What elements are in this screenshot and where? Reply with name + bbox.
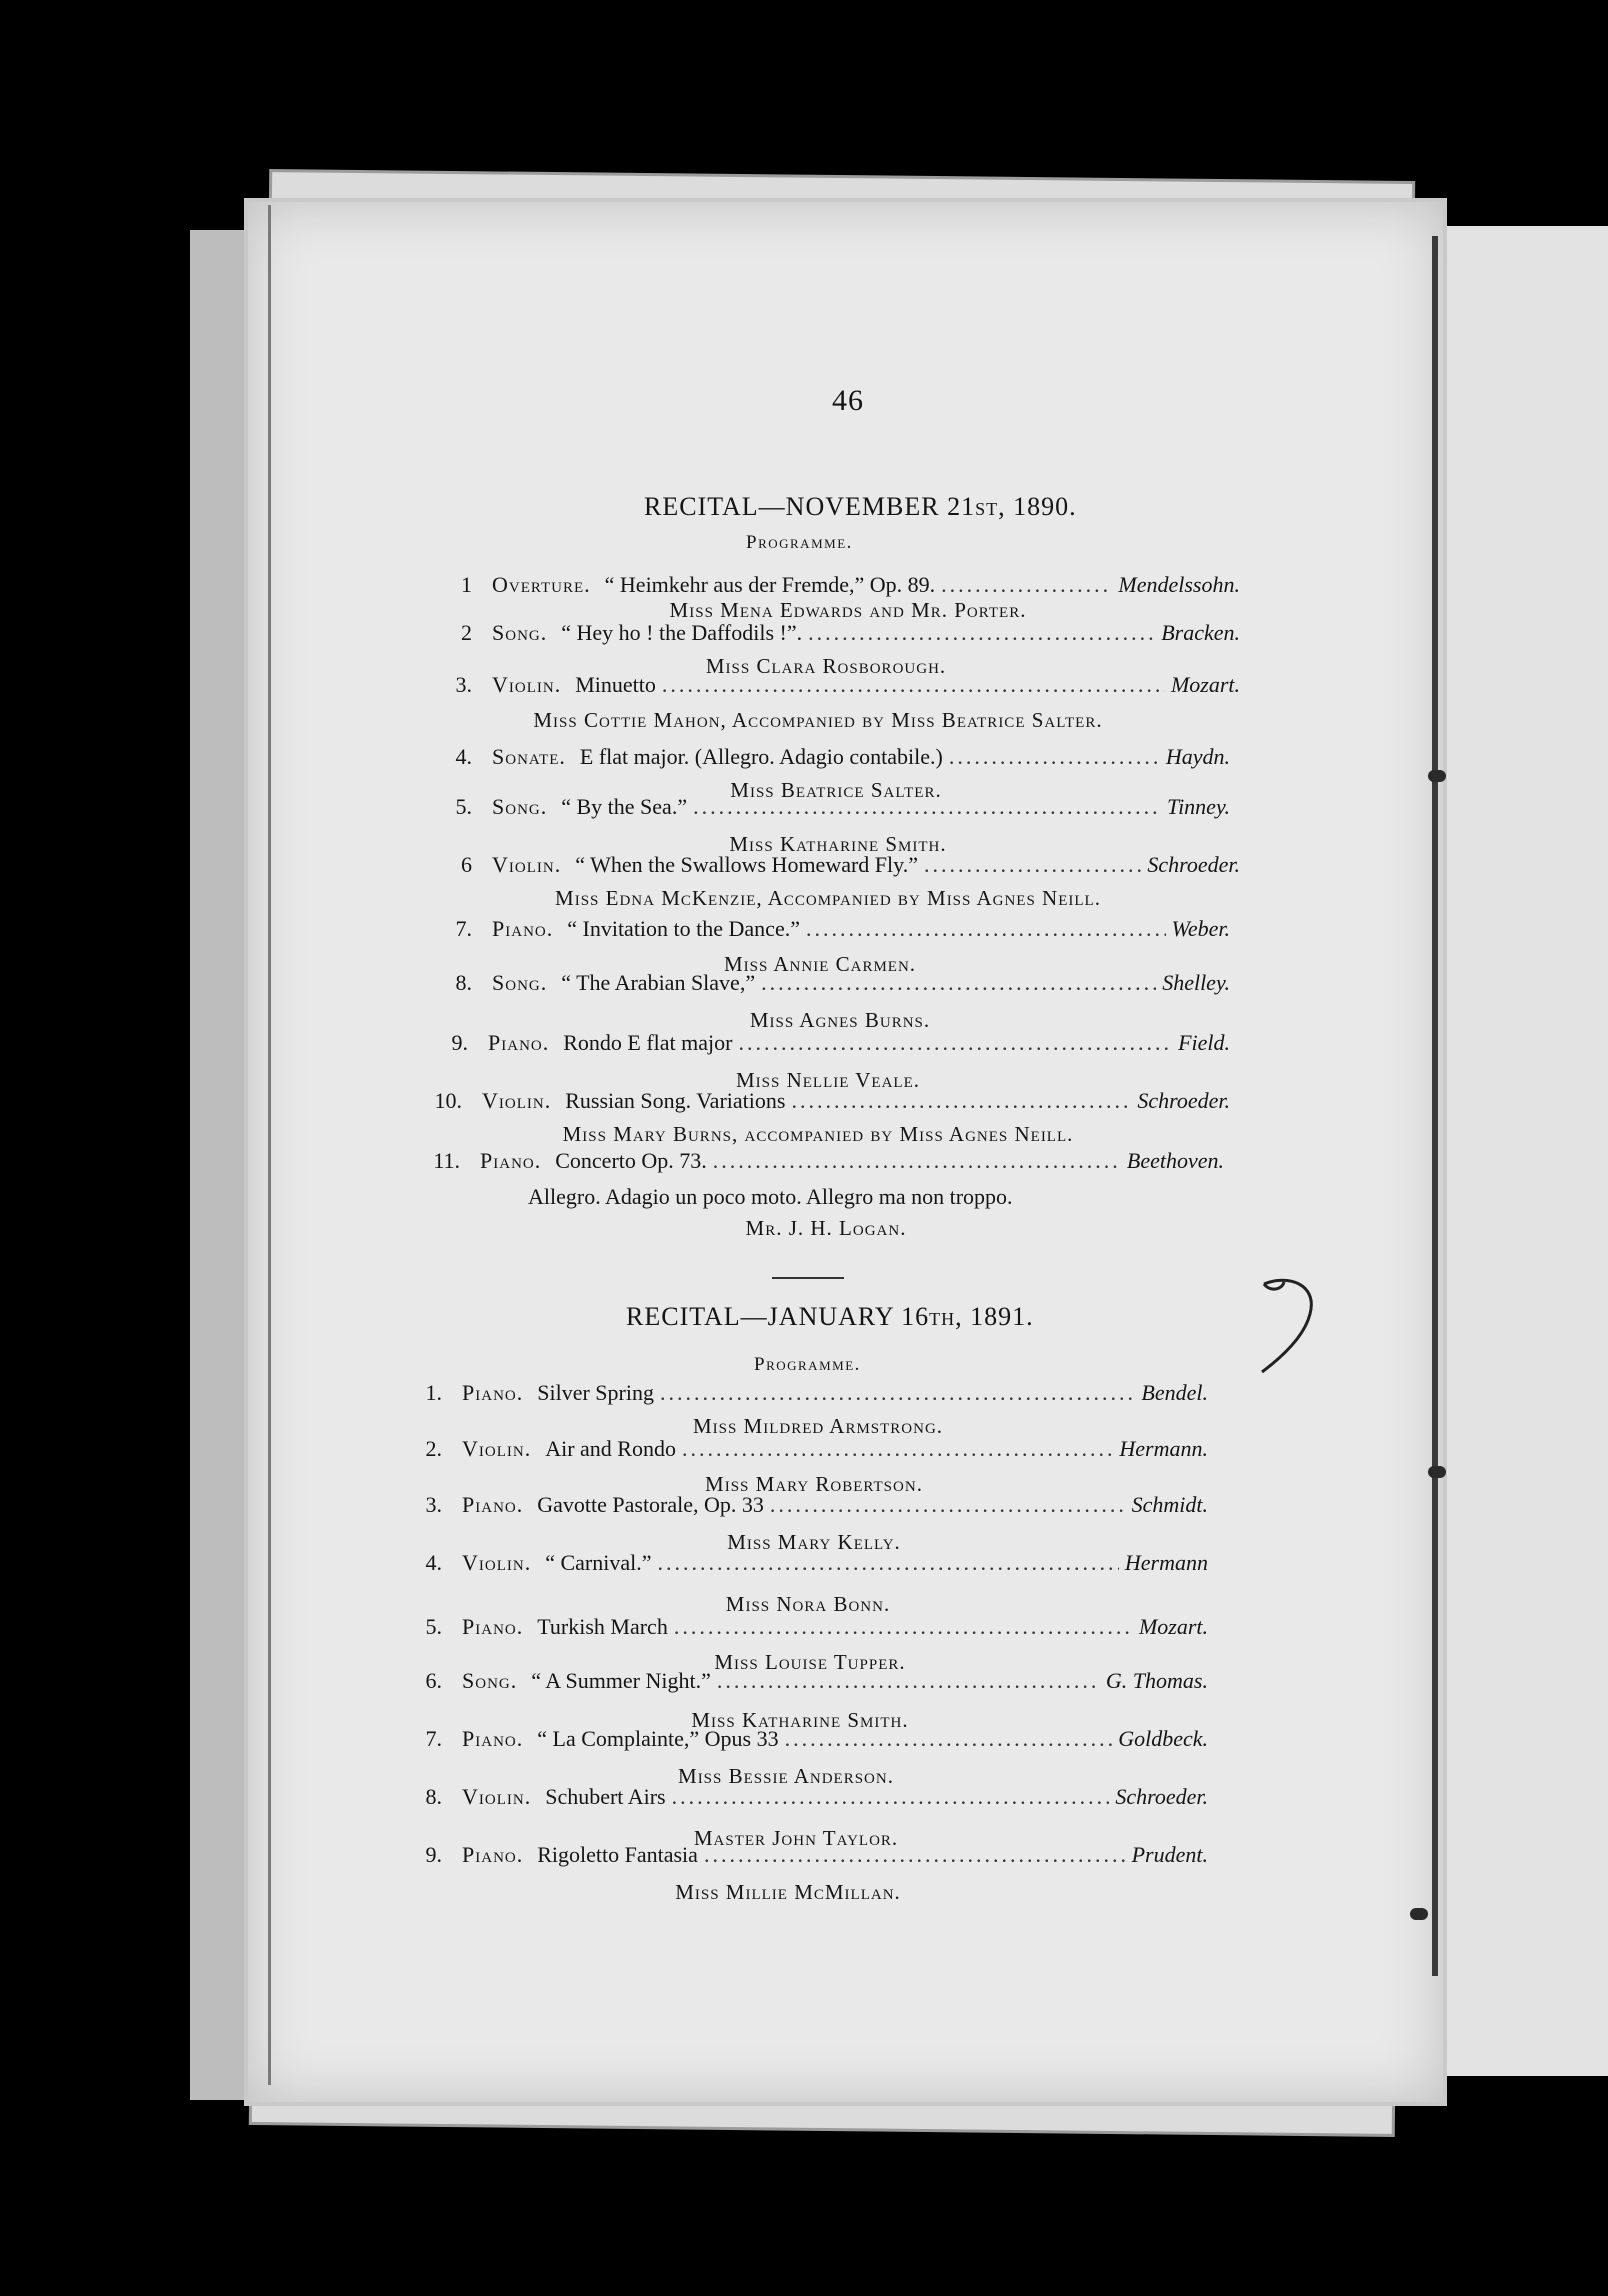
entry-performer: Miss Edna McKenzie, Accompanied by Miss Agnes Neill. [555,886,1101,910]
entry-performer: Miss Louise Tupper. [714,1650,906,1674]
entry-instrument: Violin. [462,1436,532,1461]
section-divider [772,1277,844,1279]
entry-movements: Allegro. Adagio un poco moto. Allegro ma non troppo. [528,1184,1013,1209]
entry-number: 8. [455,970,472,995]
entry-instrument: Piano. [462,1380,524,1405]
entry-number: 1. [425,1380,442,1405]
entry-work: Schubert Airs [545,1784,666,1809]
entry-performer: Miss Beatrice Salter. [730,778,942,802]
entry-number: 10. [434,1088,462,1113]
entry-number: 9. [451,1030,468,1055]
entry-performer: Miss Mary Kelly. [727,1530,901,1554]
leader-dots [713,1148,1121,1174]
entry-number: 9. [425,1842,442,1867]
entry-performer: Miss Katharine Smith. [729,832,947,856]
leader-dots [674,1614,1133,1640]
entry-composer: Goldbeck. [1118,1726,1208,1751]
entry-number: 2. [425,1436,442,1461]
programme-entry [436,1030,1230,1062]
entry-work: Rigoletto Fantasia [537,1842,698,1867]
entry-composer: Haydn. [1165,744,1230,769]
programme-entry [440,620,1240,652]
entry-performer: Miss Mildred Armstrong. [692,1414,944,1438]
entry-number: 4. [455,744,472,769]
leader-dots [808,620,1155,646]
entry-work: “ By the Sea.” [561,794,688,819]
entry-work: “ Carnival.” [545,1550,652,1575]
programme-entry [410,1726,1208,1758]
entry-work: “ The Arabian Slave,” [561,970,756,995]
entry-work: “ Invitation to the Dance.” [567,916,800,941]
entry-instrument: Piano. [462,1842,524,1867]
leader-dots [672,1784,1110,1810]
entry-number: 6 [461,852,472,877]
entry-number: 8. [425,1784,442,1809]
entry-number: 4. [425,1550,442,1575]
leader-dots [658,1550,1119,1576]
entry-composer: Tinney. [1167,794,1230,819]
leader-dots [791,1088,1131,1114]
entry-number: 3. [455,672,472,697]
entry-instrument: Violin. [462,1550,532,1575]
leader-dots [662,672,1165,698]
entry-performer: Miss Clara Rosborough. [705,654,947,678]
entry-instrument: Piano. [492,916,554,941]
entry-work: “ Heimkehr aus der Fremde,” Op. 89. [604,572,936,597]
entry-performer: Miss Mena Edwards and Mr. Porter. [669,598,1027,622]
entry-composer: Hermann. [1119,1436,1208,1461]
entry-composer: Mozart. [1170,672,1240,697]
programme-entry [410,1842,1208,1874]
entry-number: 5. [455,794,472,819]
entry-work: Air and Rondo [545,1436,676,1461]
pen-mark [1258,1274,1330,1374]
leader-dots [717,1668,1100,1694]
recital-title: RECITAL—JANUARY 16th, 1891. [626,1302,1034,1331]
entry-performer: Miss Cottie Mahon, Accompanied by Miss Beatrice Salter. [533,708,1103,732]
leader-dots [949,744,1160,770]
leader-dots [660,1380,1135,1406]
page-number: 46 [832,384,864,417]
programme-entry [440,852,1240,884]
entry-composer: Weber. [1171,916,1230,941]
entry-instrument: Violin. [492,852,562,877]
entry-instrument: Piano. [462,1614,524,1639]
programme-entry [410,1614,1208,1646]
programme-entry [440,672,1240,704]
entry-composer: Shelley. [1162,970,1230,995]
entry-instrument: Overture. [492,572,591,597]
leader-dots [693,794,1161,820]
entry-composer: Hermann [1124,1550,1208,1575]
recital-title: RECITAL—NOVEMBER 21st, 1890. [644,492,1077,521]
programme-entry [410,1436,1208,1468]
entry-number: 3. [425,1492,442,1517]
leader-dots [761,970,1156,996]
entry-number: 7. [425,1726,442,1751]
entry-work: Turkish March [537,1614,668,1639]
entry-instrument: Piano. [462,1492,524,1517]
entry-performer: Mr. J. H. Logan. [745,1216,907,1240]
entry-number: 1 [461,572,472,597]
entry-number: 7. [455,916,472,941]
entry-work: Rondo E flat major [563,1030,733,1055]
programme-entry [410,1380,1208,1412]
entry-composer: Beethoven. [1126,1148,1224,1173]
entry-work: Silver Spring [537,1380,654,1405]
leader-dots [924,852,1141,878]
entry-performer: Miss Mary Robertson. [705,1472,923,1496]
entry-number: 11. [433,1148,460,1173]
leader-dots [738,1030,1172,1056]
entry-composer: Schmidt. [1131,1492,1208,1517]
entry-performer: Miss Katharine Smith. [691,1708,909,1732]
entry-composer: Schroeder. [1147,852,1240,877]
programme-label: Programme. [746,532,853,553]
entry-work: E flat major. (Allegro. Adagio contabile.) [579,744,943,769]
programme-entry [410,1784,1208,1816]
entry-work: “ A Summer Night.” [531,1668,711,1693]
entry-instrument: Piano. [488,1030,550,1055]
entry-work: Gavotte Pastorale, Op. 33 [537,1492,764,1517]
leader-dots [682,1436,1113,1462]
programme-entry [430,1088,1230,1120]
entry-performer: Miss Nora Bonn. [725,1592,891,1616]
programme-entry [440,794,1230,826]
entry-composer: Bracken. [1161,620,1240,645]
entry-number: 2 [461,620,472,645]
entry-number: 5. [425,1614,442,1639]
entry-instrument: Piano. [480,1148,542,1173]
leader-dots [806,916,1166,942]
entry-performer: Miss Mary Burns, accompanied by Miss Agnes Neill. [562,1122,1074,1146]
entry-composer: Prudent. [1131,1842,1208,1867]
entry-performer: Miss Bessie Anderson. [678,1764,894,1788]
entry-work: “ Hey ho ! the Daffodils !”. [561,620,803,645]
entry-instrument: Song. [462,1668,518,1693]
programme-entry [428,1148,1224,1180]
entry-performer: Miss Annie Carmen. [723,952,917,976]
entry-composer: Mendelssohn. [1118,572,1240,597]
entry-work: Concerto Op. 73. [555,1148,707,1173]
entry-work: Russian Song. Variations [565,1088,786,1113]
programme-label: Programme. [754,1354,861,1375]
leader-dots [941,572,1112,598]
entry-composer: Schroeder. [1115,1784,1208,1809]
entry-performer: Master John Taylor. [693,1826,899,1850]
entry-instrument: Violin. [492,672,562,697]
leader-dots [770,1492,1126,1518]
entry-instrument: Sonate. [492,744,566,769]
programme-entry [410,1668,1208,1700]
entry-performer: Miss Millie McMillan. [675,1880,901,1904]
programme-entry [440,744,1230,776]
entry-performer: Miss Agnes Burns. [749,1008,931,1032]
entry-composer: Mozart. [1138,1614,1208,1639]
entry-work: Minuetto [575,672,656,697]
programme-entry [410,1550,1208,1582]
entry-composer: Schroeder. [1137,1088,1230,1113]
programme-entry [410,1492,1208,1524]
entry-instrument: Piano. [462,1726,524,1751]
entry-instrument: Violin. [462,1784,532,1809]
entry-composer: Field. [1178,1030,1230,1055]
entry-composer: Bendel. [1141,1380,1208,1405]
programme-entry [440,970,1230,1002]
entry-instrument: Song. [492,970,548,995]
entry-instrument: Song. [492,620,548,645]
entry-instrument: Song. [492,794,548,819]
entry-work: “ When the Swallows Homeward Fly.” [575,852,918,877]
entry-number: 6. [425,1668,442,1693]
entry-composer: G. Thomas. [1105,1668,1208,1693]
programme-entry [440,916,1230,948]
entry-performer: Miss Nellie Veale. [735,1068,921,1092]
leader-dots [704,1842,1126,1868]
entry-work: “ La Complainte,” Opus 33 [537,1726,779,1751]
entry-instrument: Violin. [482,1088,552,1113]
leader-dots [785,1726,1113,1752]
